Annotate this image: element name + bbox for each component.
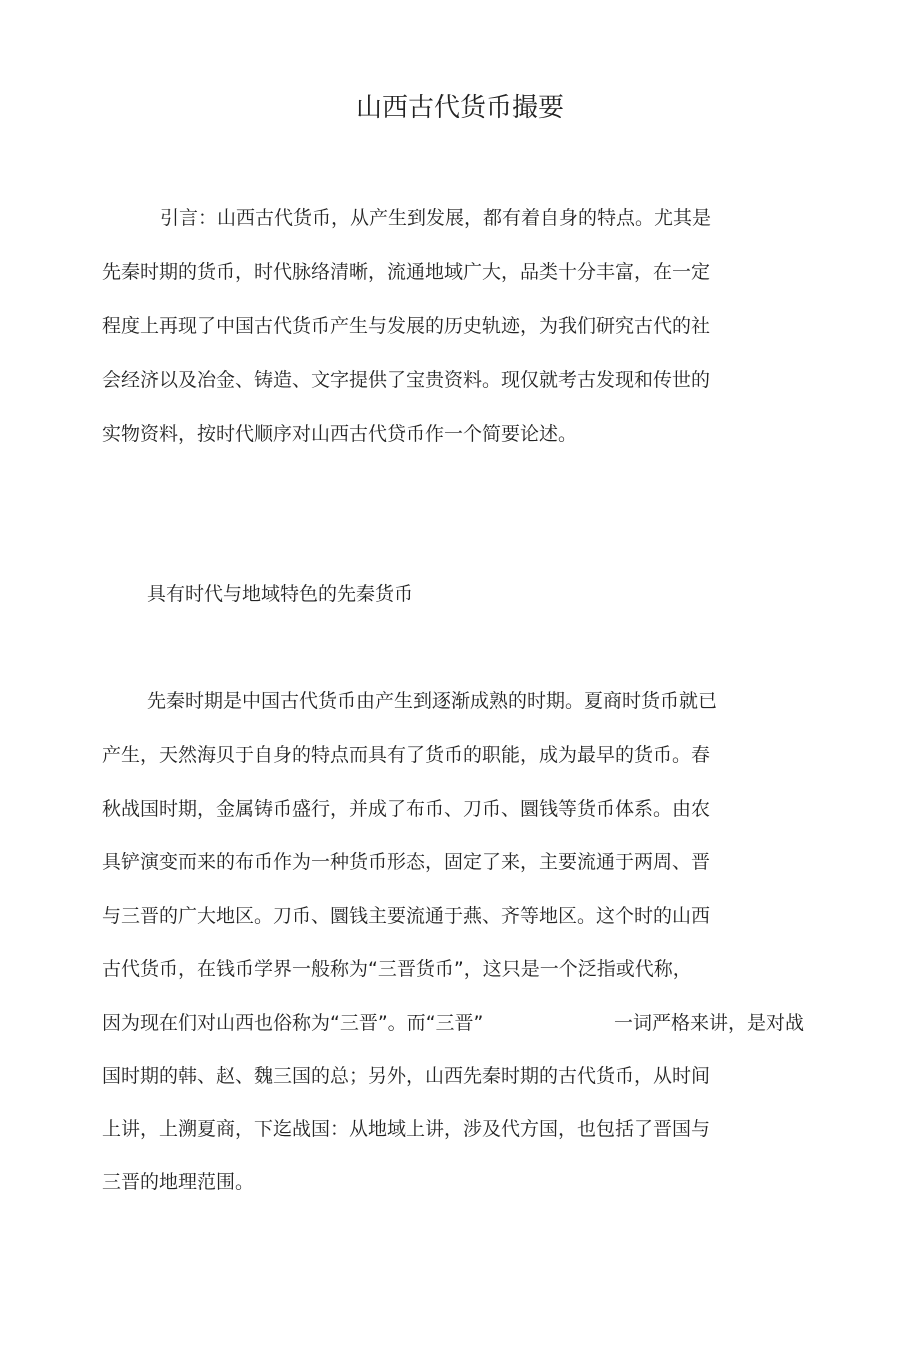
intro-line-3: 程度上再现了中国古代货币产生与发展的历史轨迹，为我们研究古代的社 <box>102 315 711 337</box>
body-line-10: 三晋的地理范围。 <box>102 1171 255 1193</box>
body-line-5: 与三晋的广大地区。刀币、圜钱主要流通于燕、齐等地区。这个时的山西 <box>102 905 711 927</box>
body-line-8: 国时期的韩、赵、魏三国的总；另外，山西先秦时期的古代货币，从时间 <box>102 1065 711 1087</box>
section-heading: 具有时代与地域特色的先秦货币 <box>147 583 414 605</box>
intro-line-2: 先秦时期的货币，时代脉络清晰，流通地域广大，品类十分丰富，在一定 <box>102 261 711 283</box>
intro-line-4: 会经济以及冶金、铸造、文字提供了宝贵资料。现仅就考古发现和传世的 <box>102 369 711 391</box>
intro-line-1: 引言：山西古代货币，从产生到发展，都有着自身的特点。尤其是 <box>160 207 712 229</box>
body-line-7-tail: 一词严格来讲，是对战 <box>614 1012 805 1034</box>
body-line-1: 先秦时期是中国古代货币由产生到逐渐成熟的时期。夏商时货币就已 <box>147 690 718 712</box>
intro-line-5: 实物资料，按时代顺序对山西古代贷币作一个简要论述。 <box>102 423 578 445</box>
body-line-3: 秋战国时期，金属铸币盛行，并成了布币、刀币、圜钱等货币体系。由农 <box>102 798 711 820</box>
document-title: 山西古代货币撮要 <box>355 93 564 123</box>
body-line-2: 产生，天然海贝于自身的特点而具有了货币的职能，成为最早的货币。春 <box>102 744 711 766</box>
body-line-6: 古代货币，在钱币学界一般称为“三晋货币”，这只是一个泛指或代称， <box>102 958 692 980</box>
body-line-4: 具铲演变而来的布币作为一种货币形态，固定了来，主要流通于两周、晋 <box>102 851 711 873</box>
body-line-9: 上讲，上溯夏商，下迄战国：从地域上讲，涉及代方国，也包括了晋国与 <box>102 1118 711 1140</box>
body-line-7: 因为现在们对山西也俗称为“三晋”。而“三晋” <box>102 1012 484 1034</box>
